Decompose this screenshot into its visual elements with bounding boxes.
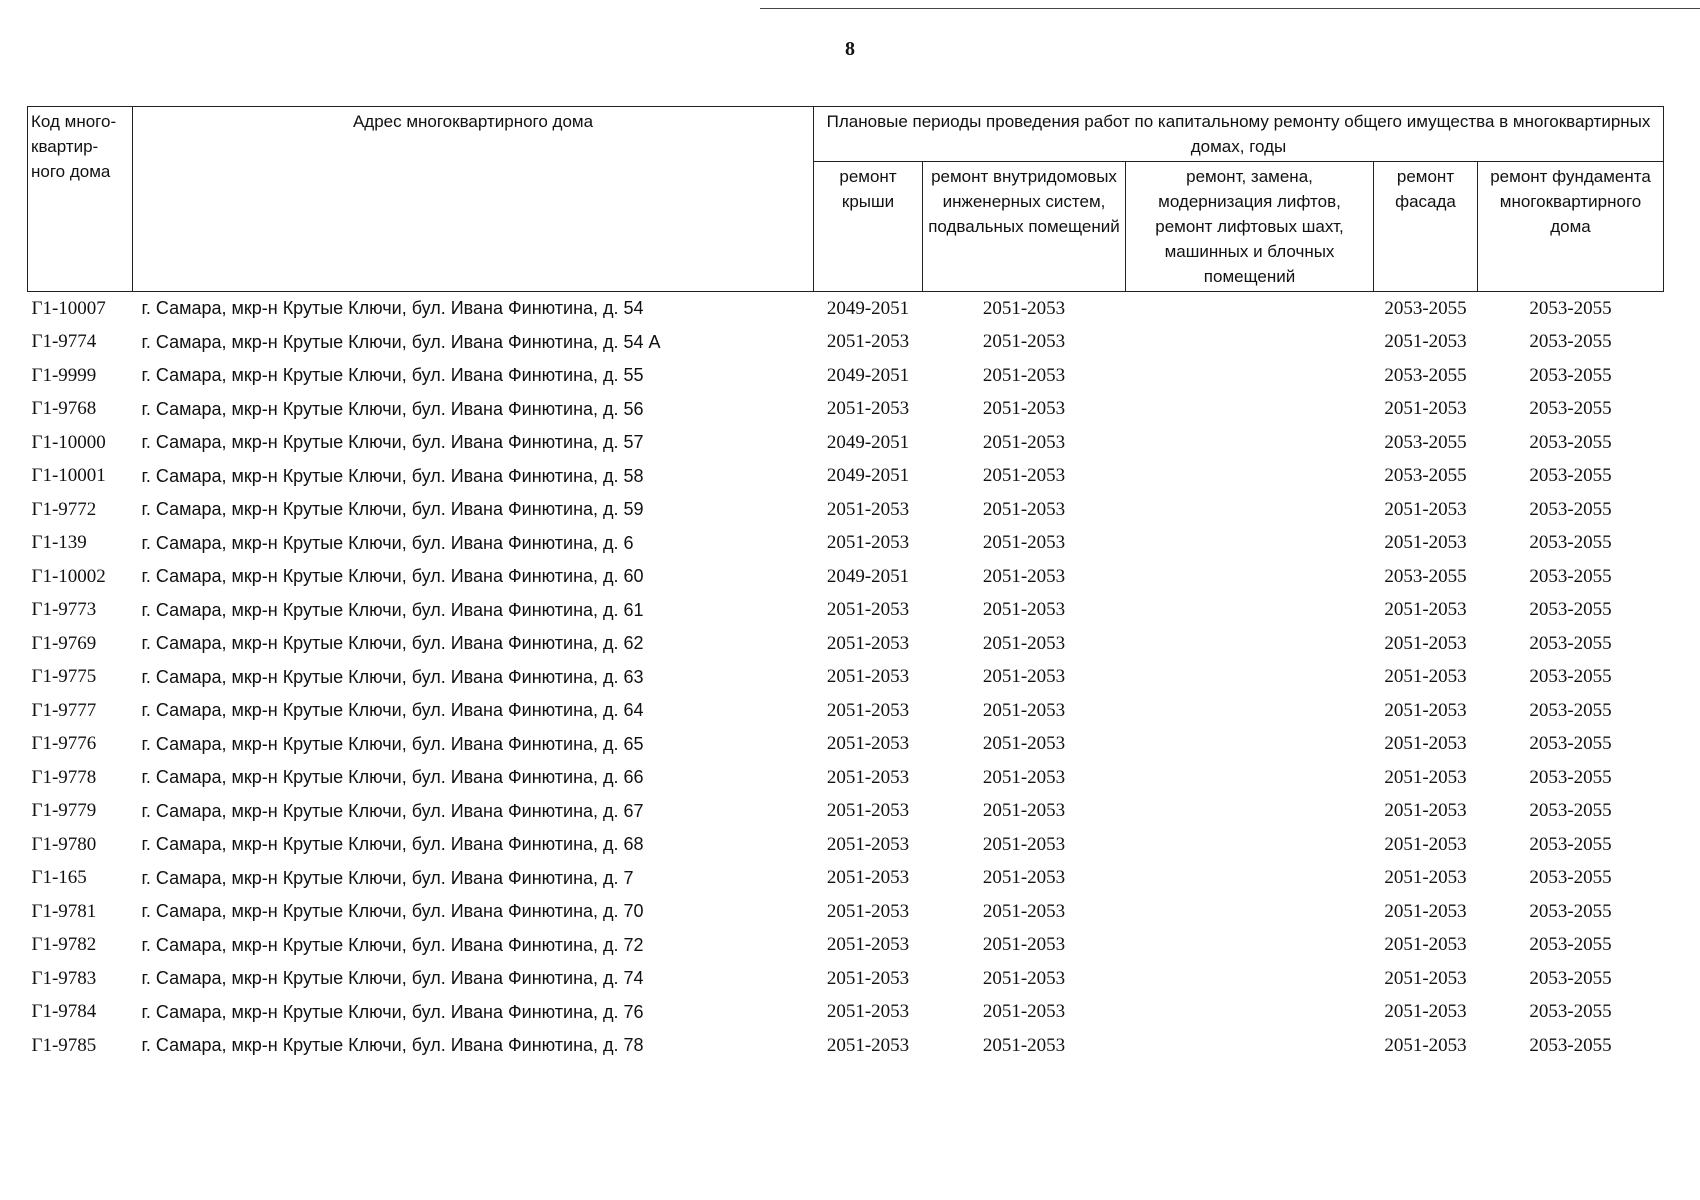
engineering-period: 2051-2053 [982,766,1066,788]
header-planned-periods: Плановые периоды проведения работ по капитальному ремонту общего имущества в многоквартирных домах, годы [814,107,1664,162]
foundation-period: 2053-2055 [1529,532,1612,554]
foundation-period: 2053-2055 [1529,498,1612,520]
house-address: г. Самара, мкр-н Крутые Ключи, бул. Ивана Финютина, д. 55 [141,365,644,386]
engineering-period: 2051-2053 [982,699,1066,721]
header-engineering: ремонт внутридомовых инженерных систем, подвальных помещений [923,162,1126,292]
lift-period [1126,694,1374,728]
lift-period [1126,895,1374,929]
lift-period [1126,292,1374,326]
lift-period [1126,929,1374,963]
engineering-period: 2051-2053 [982,565,1066,587]
roof-period: 2049-2051 [826,565,910,587]
table-row [28,460,1664,494]
page-number: 8 [845,38,855,60]
table-row [28,292,1664,326]
foundation-period: 2053-2055 [1529,699,1612,721]
house-address: г. Самара, мкр-н Крутые Ключи, бул. Ивана Финютина, д. 7 [141,867,634,888]
lift-period [1126,627,1374,661]
house-address: г. Самара, мкр-н Крутые Ключи, бул. Ивана Финютина, д. 59 [141,499,644,520]
roof-period: 2049-2051 [826,431,910,453]
house-code: Г1-165 [31,867,87,889]
house-address: г. Самара, мкр-н Крутые Ключи, бул. Ивана Финютина, д. 61 [141,599,644,620]
foundation-period: 2053-2055 [1529,1001,1612,1023]
engineering-period: 2051-2053 [982,900,1066,922]
table-row [28,929,1664,963]
engineering-period: 2051-2053 [982,1034,1066,1056]
lift-period [1126,359,1374,393]
table-row [28,627,1664,661]
house-address: г. Самара, мкр-н Крутые Ключи, бул. Ивана Финютина, д. 54 [141,298,644,319]
engineering-period: 2051-2053 [982,364,1066,386]
house-code: Г1-9772 [31,498,97,520]
engineering-period: 2051-2053 [982,465,1066,487]
house-address: г. Самара, мкр-н Крутые Ключи, бул. Ивана Финютина, д. 64 [141,700,644,721]
house-code: Г1-9776 [31,733,97,755]
foundation-period: 2053-2055 [1529,599,1612,621]
facade-period: 2051-2053 [1384,800,1467,822]
header-address: Адрес многоквартирного дома [133,107,814,292]
roof-period: 2051-2053 [826,331,910,353]
lift-period [1126,493,1374,527]
house-code: Г1-9999 [31,364,97,386]
lift-period [1126,460,1374,494]
house-code: Г1-9768 [31,398,97,420]
house-address: г. Самара, мкр-н Крутые Ключи, бул. Ивана Финютина, д. 56 [141,398,644,419]
house-address: г. Самара, мкр-н Крутые Ключи, бул. Ивана Финютина, д. 74 [141,968,644,989]
house-code: Г1-9775 [31,666,97,688]
facade-period: 2051-2053 [1384,331,1467,353]
foundation-period: 2053-2055 [1529,565,1612,587]
roof-period: 2051-2053 [826,967,910,989]
engineering-period: 2051-2053 [982,331,1066,353]
facade-period: 2051-2053 [1384,900,1467,922]
house-code: Г1-10007 [31,297,106,319]
table-row [28,795,1664,829]
house-address: г. Самара, мкр-н Крутые Ключи, бул. Ивана Финютина, д. 66 [141,767,644,788]
house-address: г. Самара, мкр-н Крутые Ключи, бул. Ивана Финютина, д. 68 [141,834,644,855]
lift-period [1126,393,1374,427]
table-row [28,761,1664,795]
foundation-period: 2053-2055 [1529,833,1612,855]
engineering-period: 2051-2053 [982,666,1066,688]
facade-period: 2051-2053 [1384,599,1467,621]
facade-period: 2051-2053 [1384,666,1467,688]
engineering-period: 2051-2053 [982,1001,1066,1023]
engineering-period: 2051-2053 [982,532,1066,554]
facade-period: 2051-2053 [1384,699,1467,721]
roof-period: 2051-2053 [826,498,910,520]
roof-period: 2051-2053 [826,934,910,956]
lift-period [1126,560,1374,594]
facade-period: 2053-2055 [1384,364,1467,386]
table-row [28,594,1664,628]
facade-period: 2051-2053 [1384,498,1467,520]
roof-period: 2051-2053 [826,867,910,889]
header-code: Код много-квартир-ного дома [28,107,133,292]
roof-period: 2051-2053 [826,532,910,554]
foundation-period: 2053-2055 [1529,900,1612,922]
house-address: г. Самара, мкр-н Крутые Ключи, бул. Ивана Финютина, д. 72 [141,934,644,955]
roof-period: 2051-2053 [826,766,910,788]
lift-period [1126,661,1374,695]
house-code: Г1-10001 [31,465,106,487]
engineering-period: 2051-2053 [982,733,1066,755]
table-row [28,828,1664,862]
foundation-period: 2053-2055 [1529,733,1612,755]
engineering-period: 2051-2053 [982,632,1066,654]
facade-period: 2053-2055 [1384,431,1467,453]
table-row [28,426,1664,460]
house-code: Г1-9782 [31,934,97,956]
foundation-period: 2053-2055 [1529,398,1612,420]
table-row [28,527,1664,561]
facade-period: 2051-2053 [1384,1001,1467,1023]
facade-period: 2051-2053 [1384,867,1467,889]
lift-period [1126,594,1374,628]
roof-period: 2049-2051 [826,465,910,487]
house-code: Г1-9769 [31,632,97,654]
facade-period: 2051-2053 [1384,1034,1467,1056]
header-lift: ремонт, замена, модернизация лифтов, ремонт лифтовых шахт, машинных и блочных помещений [1126,162,1374,292]
foundation-period: 2053-2055 [1529,297,1612,319]
engineering-period: 2051-2053 [982,498,1066,520]
table-row [28,493,1664,527]
house-address: г. Самара, мкр-н Крутые Ключи, бул. Ивана Финютина, д. 58 [141,465,644,486]
engineering-period: 2051-2053 [982,800,1066,822]
table-row [28,560,1664,594]
facade-period: 2051-2053 [1384,398,1467,420]
table-row [28,728,1664,762]
engineering-period: 2051-2053 [982,398,1066,420]
roof-period: 2051-2053 [826,800,910,822]
table-row [28,359,1664,393]
foundation-period: 2053-2055 [1529,431,1612,453]
table-row [28,862,1664,896]
scan-border-line [760,8,1700,9]
roof-period: 2051-2053 [826,1001,910,1023]
lift-period [1126,326,1374,360]
house-code: Г1-9777 [31,699,97,721]
lift-period [1126,527,1374,561]
table-row [28,962,1664,996]
foundation-period: 2053-2055 [1529,934,1612,956]
facade-period: 2051-2053 [1384,967,1467,989]
facade-period: 2053-2055 [1384,565,1467,587]
table-row [28,996,1664,1030]
engineering-period: 2051-2053 [982,297,1066,319]
house-code: Г1-9781 [31,900,97,922]
roof-period: 2051-2053 [826,733,910,755]
engineering-period: 2051-2053 [982,833,1066,855]
foundation-period: 2053-2055 [1529,666,1612,688]
foundation-period: 2053-2055 [1529,632,1612,654]
lift-period [1126,728,1374,762]
house-address: г. Самара, мкр-н Крутые Ключи, бул. Ивана Финютина, д. 62 [141,633,644,654]
roof-period: 2049-2051 [826,297,910,319]
facade-period: 2051-2053 [1384,532,1467,554]
facade-period: 2051-2053 [1384,833,1467,855]
repair-schedule-table [27,106,1664,1063]
engineering-period: 2051-2053 [982,599,1066,621]
table-row [28,661,1664,695]
lift-period [1126,828,1374,862]
foundation-period: 2053-2055 [1529,800,1612,822]
lift-period [1126,761,1374,795]
facade-period: 2051-2053 [1384,733,1467,755]
table-row [28,895,1664,929]
house-address: г. Самара, мкр-н Крутые Ключи, бул. Ивана Финютина, д. 6 [141,532,634,553]
capital-repair-table [27,106,1663,1063]
engineering-period: 2051-2053 [982,431,1066,453]
table-row [28,326,1664,360]
table-row [28,393,1664,427]
roof-period: 2051-2053 [826,599,910,621]
foundation-period: 2053-2055 [1529,766,1612,788]
lift-period [1126,862,1374,896]
house-address: г. Самара, мкр-н Крутые Ключи, бул. Ивана Финютина, д. 57 [141,432,644,453]
lift-period [1126,996,1374,1030]
table-header [28,107,1664,292]
roof-period: 2051-2053 [826,632,910,654]
facade-period: 2053-2055 [1384,465,1467,487]
header-facade: ремонт фасада [1374,162,1478,292]
engineering-period: 2051-2053 [982,967,1066,989]
foundation-period: 2053-2055 [1529,1034,1612,1056]
table-row [28,694,1664,728]
table-row [28,1029,1664,1063]
house-address: г. Самара, мкр-н Крутые Ключи, бул. Ивана Финютина, д. 70 [141,901,644,922]
house-address: г. Самара, мкр-н Крутые Ключи, бул. Ивана Финютина, д. 78 [141,1035,644,1056]
facade-period: 2051-2053 [1384,632,1467,654]
roof-period: 2049-2051 [826,364,910,386]
foundation-period: 2053-2055 [1529,867,1612,889]
roof-period: 2051-2053 [826,1034,910,1056]
engineering-period: 2051-2053 [982,867,1066,889]
lift-period [1126,1029,1374,1063]
house-code: Г1-9780 [31,833,97,855]
foundation-period: 2053-2055 [1529,364,1612,386]
house-code: Г1-9784 [31,1001,97,1023]
house-address: г. Самара, мкр-н Крутые Ключи, бул. Ивана Финютина, д. 76 [141,1001,644,1022]
roof-period: 2051-2053 [826,833,910,855]
lift-period [1126,962,1374,996]
facade-period: 2053-2055 [1384,297,1467,319]
house-code: Г1-10000 [31,431,106,453]
lift-period [1126,426,1374,460]
roof-period: 2051-2053 [826,398,910,420]
house-address: г. Самара, мкр-н Крутые Ключи, бул. Ивана Финютина, д. 63 [141,666,644,687]
house-code: Г1-9774 [31,331,97,353]
house-address: г. Самара, мкр-н Крутые Ключи, бул. Ивана Финютина, д. 60 [141,566,644,587]
foundation-period: 2053-2055 [1529,967,1612,989]
facade-period: 2051-2053 [1384,766,1467,788]
house-code: Г1-9783 [31,967,97,989]
house-code: Г1-139 [31,532,87,554]
header-foundation: ремонт фундамента многоквартирного дома [1478,162,1664,292]
house-address: г. Самара, мкр-н Крутые Ключи, бул. Ивана Финютина, д. 67 [141,800,644,821]
house-code: Г1-10002 [31,565,106,587]
foundation-period: 2053-2055 [1529,465,1612,487]
roof-period: 2051-2053 [826,666,910,688]
house-code: Г1-9773 [31,599,97,621]
roof-period: 2051-2053 [826,900,910,922]
foundation-period: 2053-2055 [1529,331,1612,353]
roof-period: 2051-2053 [826,699,910,721]
facade-period: 2051-2053 [1384,934,1467,956]
house-code: Г1-9778 [31,766,97,788]
house-address: г. Самара, мкр-н Крутые Ключи, бул. Ивана Финютина, д. 65 [141,733,644,754]
house-address: г. Самара, мкр-н Крутые Ключи, бул. Ивана Финютина, д. 54 А [141,331,661,352]
house-code: Г1-9785 [31,1034,97,1056]
lift-period [1126,795,1374,829]
engineering-period: 2051-2053 [982,934,1066,956]
house-code: Г1-9779 [31,800,97,822]
header-roof: ремонт крыши [814,162,923,292]
table-body [28,292,1664,1063]
